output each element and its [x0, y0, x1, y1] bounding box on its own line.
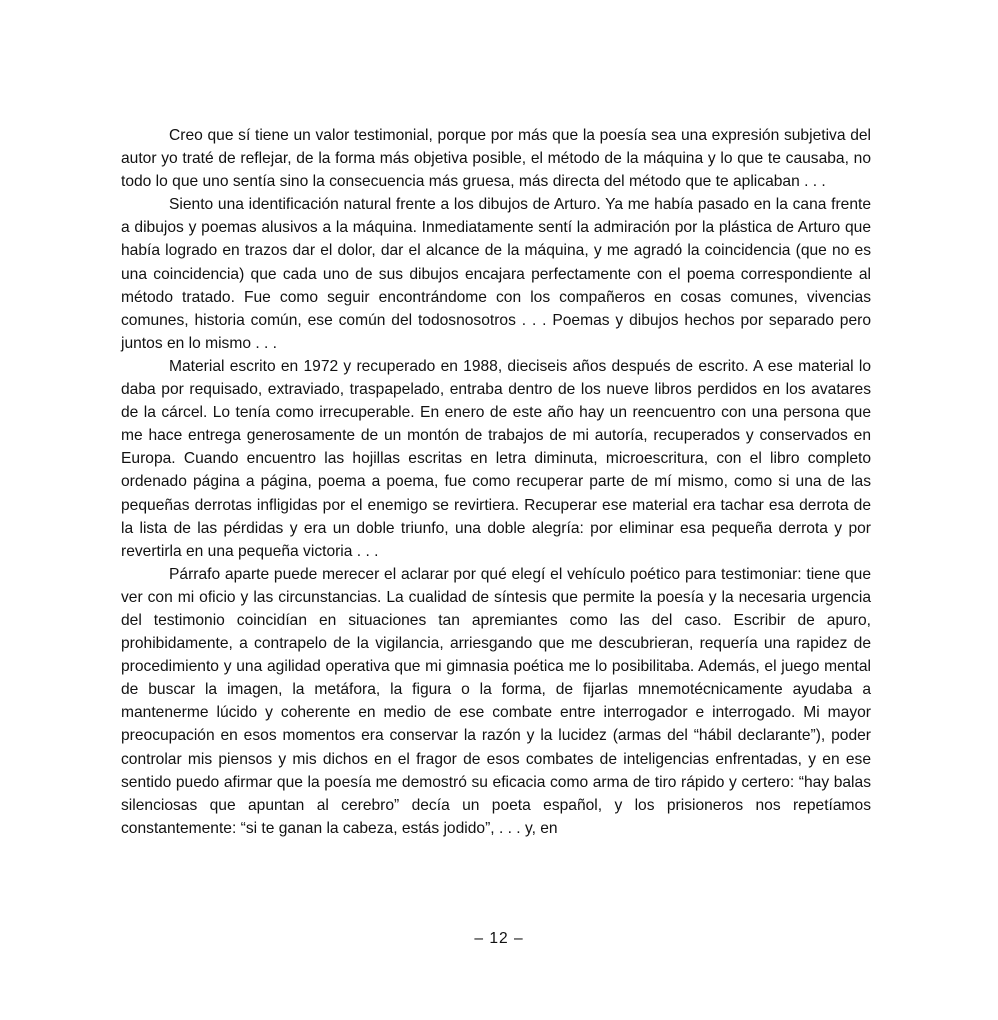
paragraph-3: Material escrito en 1972 y recuperado en 1988, dieciseis años después de escrito. A ese material lo daba por requisado, extraviado, traspapelado, entraba dentro de los nueve libros perdidos en los avatares de la cárcel. Lo tenía como irrecuperable. En enero de este año hay un reencuentro con una persona que me hace entrega generosamente de un montón de trabajos de mi autoría, recuperados y conservados en Europa. Cuando encuentro las hojillas escritas en letra diminuta, microescritura, con el libro completo ordenado página a página, poema a poema, fue como recuperar parte de mí mismo, como si una de las pequeñas derrotas infligidas por el enemigo se revirtiera. Recuperar ese material era tachar esa derrota de la lista de las pérdidas y era un doble triunfo, una doble alegría: por eliminar esa pequeña derrota y por revertirla en una pequeña victoria . . . [121, 357, 871, 560]
page-number: – 12 – [474, 930, 524, 947]
body-text [121, 124, 871, 840]
paragraph-2: Siento una identificación natural frente a los dibujos de Arturo. Ya me había pasado en la cana frente a dibujos y poemas alusivos a la máquina. Inmediatamente sentí la admiración por la plástica de Arturo que había logrado en trazos dar el dolor, dar el alcance de la máquina, y me agradó la coincidencia (que no es una coincidencia) que cada uno de sus dibujos encajara perfectamente con el poema correspondiente al método tratado. Fue como seguir encontrándome con los compañeros en cosas comunes, vivencias comunes, historia común, ese común del todosnosotros . . . Poemas y dibujos hechos por separado pero juntos en lo mismo . . . [121, 196, 871, 352]
paragraph-4: Párrafo aparte puede merecer el aclarar por qué elegí el vehículo poético para testimoniar: tiene que ver con mi oficio y las circunstancias. La cualidad de síntesis que permite la poesía y la necesaria urgencia del testimonio coincidían en situaciones tan apremiantes como las del caso. Escribir de apuro, prohibidamente, a contrapelo de la vigilancia, arriesgando que me descubrieran, requería una rapidez de procedimiento y una agilidad operativa que mi gimnasia poética me lo posibilitaba. Además, el juego mental de buscar la imagen, la metáfora, la figura o la forma, de fijarlas mnemotécnicamente ayudaba a mantenerme lúcido y coherente en medio de ese combate entre interrogador e interrogado. Mi mayor preocupación en esos momentos era conservar la razón y la lucidez (armas del “hábil declarante”), poder controlar mis piensos y mis dichos en el fragor de esos combates de inteligencias enfrentadas, y en ese sentido puedo afirmar que la poesía me demostró su eficacia como arma de tiro rápido y certero: “hay balas silenciosas que apuntan al cerebro” decía un poeta español, y los prisioneros nos repetíamos constantemente: “si te ganan la cabeza, estás jodido”, . . . y, en [121, 565, 871, 837]
paragraph-1: Creo que sí tiene un valor testimonial, porque por más que la poesía sea una expresión subjetiva del autor yo traté de reflejar, de la forma más objetiva posible, el método de la máquina y lo que te causaba, no todo lo que uno sentía sino la consecuencia más gruesa, más directa del método que te aplicaban . . . [121, 127, 871, 191]
